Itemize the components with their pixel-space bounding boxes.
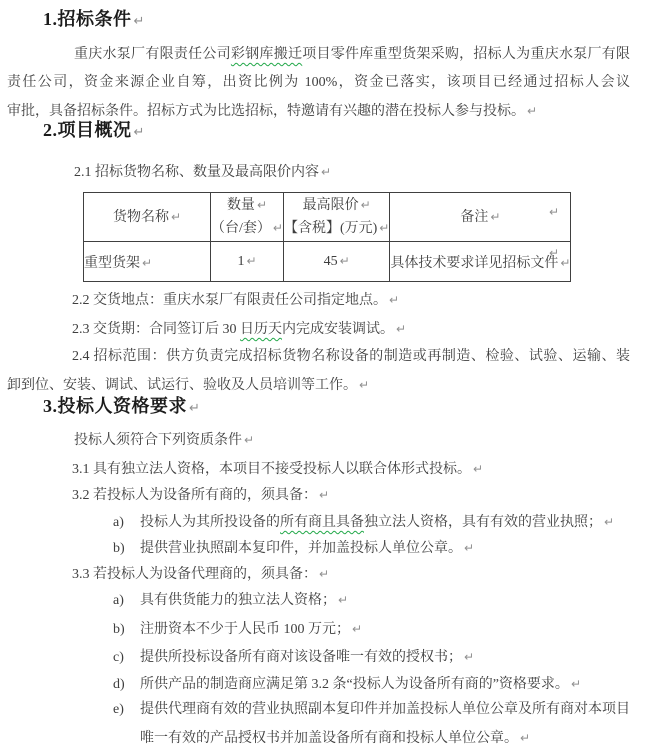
paragraph-1-line-1-text: 重庆水泵厂有限责任公司彩钢库搬迁项目零件库重型货架采购，招标人为重庆水泵厂有限 [74, 47, 631, 62]
qualification-intro-text: 投标人须符合下列资质条件 [74, 433, 242, 448]
list-3-3-item-b-text: 注册资本不少于人民币 100 万元； [140, 622, 350, 637]
cell-remarks [390, 242, 571, 282]
cell-goods-name [84, 242, 211, 282]
header-cell-quantity [211, 193, 284, 242]
pilcrow-mark: ↵ [142, 255, 153, 270]
pilcrow-mark: ↵ [360, 198, 371, 212]
section-3-heading [43, 394, 200, 421]
header-cell-price-limit [283, 193, 389, 242]
goods-table-header-row [84, 193, 571, 242]
pilcrow-mark: ↵ [549, 205, 560, 219]
pilcrow-mark: ↵ [396, 322, 407, 336]
pilcrow-mark: ↵ [256, 198, 267, 212]
section-1-heading [43, 7, 144, 34]
clause-3-3 [72, 560, 329, 589]
pilcrow-mark: ↵ [464, 541, 475, 555]
clause-2-1 [74, 158, 331, 187]
pilcrow-mark: ↵ [389, 293, 400, 307]
list-marker: d) [113, 677, 125, 692]
price-limit-value: 45 [323, 253, 338, 269]
header-remarks-text: 备注 [460, 209, 489, 225]
header-quantity-line1: 数量 [226, 198, 255, 213]
goods-table-data-row [84, 242, 571, 282]
cell-quantity [211, 242, 284, 282]
header-cell-remarks [390, 193, 571, 242]
list-marker: c) [113, 650, 124, 665]
clause-2-3 [72, 315, 406, 344]
clause-3-1 [72, 455, 483, 484]
list-3-3-item-c-text: 提供所投标设备所有商对该设备唯一有效的授权书； [140, 650, 462, 665]
pilcrow-mark: ↵ [246, 253, 257, 268]
header-quantity-line2: （台/套） [211, 221, 271, 236]
goods-table [83, 192, 571, 282]
header-goods-name-text: 货物名称 [112, 209, 169, 225]
section-2-heading [43, 118, 144, 145]
pilcrow-mark: ↵ [473, 462, 484, 476]
goods-name-value: 重型货架 [84, 255, 140, 271]
clause-2-2-text: 2.2 交货地点：重庆水泵厂有限责任公司指定地点。 [72, 293, 387, 308]
pilcrow-mark: ↵ [604, 515, 615, 529]
list-marker: e) [113, 702, 124, 717]
list-3-3-item-a-text: 具有供货能力的独立法人资格； [140, 593, 336, 608]
paragraph-1-line-2 [7, 69, 630, 97]
header-cell-goods-name [84, 193, 211, 242]
pilcrow-mark: ↵ [570, 677, 581, 691]
pilcrow-mark: ↵ [272, 221, 283, 235]
pilcrow-mark: ↵ [319, 488, 330, 502]
list-marker: a) [113, 515, 124, 530]
section-2-heading-text: 2.项目概况 [43, 120, 132, 140]
pilcrow-mark: ↵ [464, 650, 475, 664]
quantity-value: 1 [237, 253, 245, 269]
paragraph-1-line-2-text: 责任公司，资金来源企业自筹，出资比例为 100%，资金已落实，该项目已经通过招标人会议 [7, 75, 630, 90]
pilcrow-mark: ↵ [359, 378, 370, 392]
list-3-3-item-d-text: 所供产品的制造商应满足第 3.2 条“投标人为设备所有商的”资格要求。 [140, 677, 569, 692]
list-marker: b) [113, 541, 125, 556]
list-3-3-item-e-line-1 [113, 696, 630, 724]
pilcrow-mark: ↵ [527, 104, 538, 118]
list-marker: a) [113, 593, 124, 608]
clause-2-1-text: 2.1 招标货物名称、数量及最高限价内容 [74, 165, 319, 180]
pilcrow-mark: ↵ [352, 622, 363, 636]
list-3-3-item-e-line-1-text: 提供代理商有效的营业执照副本复印件并加盖投标人单位公章及所有商对本项目 [140, 702, 630, 717]
clause-3-2-text: 3.2 若投标人为设备所有商的，须具备： [72, 488, 317, 503]
qualification-intro [74, 426, 254, 455]
list-3-2-item-b [113, 534, 474, 563]
paragraph-1-line-3-text: 审批，具备招标条件。招标方式为比选招标，特邀请有兴趣的潜在投标人参与投标。 [7, 104, 525, 119]
pilcrow-mark: ↵ [133, 14, 145, 29]
remarks-value: 具体技术要求详见招标文件 [390, 255, 559, 271]
pilcrow-mark: ↵ [244, 433, 255, 447]
clause-3-2 [72, 481, 329, 510]
section-1-heading-text: 1.招标条件 [43, 9, 132, 29]
pilcrow-mark: ↵ [490, 209, 501, 224]
paragraph-1-line-1 [74, 41, 630, 69]
spellcheck-underlined-text: 日历天 [240, 322, 282, 337]
list-marker: b) [113, 622, 125, 637]
list-3-3-item-e-line-2 [140, 724, 530, 750]
list-3-3-item-e-line-2-text: 唯一有效的产品授权书并加盖设备所有商和投标人单位公章。 [140, 731, 518, 746]
list-3-3-item-d [113, 670, 581, 699]
clause-2-4-line-1-text: 2.4 招标范围：供方负责完成招标货物名称设备的制造或再制造、检验、试验、运输、装 [72, 349, 630, 364]
pilcrow-mark: ↵ [520, 731, 531, 745]
pilcrow-mark: ↵ [379, 221, 390, 235]
pilcrow-mark: ↵ [189, 401, 200, 416]
list-3-3-item-a [113, 586, 348, 615]
clause-2-4-line-2-text: 卸到位、安装、调试、试运行、验收及人员培训等工作。 [7, 378, 357, 393]
pilcrow-mark: ↵ [549, 246, 560, 260]
list-3-3-item-b [113, 615, 362, 644]
clause-2-2 [72, 286, 399, 315]
pilcrow-mark: ↵ [560, 255, 571, 270]
clause-2-4-line-1 [72, 343, 630, 371]
pilcrow-mark: ↵ [170, 209, 182, 224]
list-3-2-item-b-text: 提供营业执照副本复印件，并加盖投标人单位公章。 [140, 541, 462, 556]
pilcrow-mark: ↵ [338, 593, 349, 607]
header-price-line1: 最高限价 [302, 198, 359, 213]
pilcrow-mark: ↵ [133, 125, 145, 140]
clause-3-1-text: 3.1 具有独立法人资格，本项目不接受投标人以联合体形式投标。 [72, 462, 471, 477]
cell-price-limit [283, 242, 389, 282]
pilcrow-mark: ↵ [319, 567, 330, 581]
list-3-3-item-c [113, 643, 474, 672]
spellcheck-underlined-text: 所有商且具备 [280, 515, 364, 530]
section-3-heading-text: 3.投标人资格要求 [43, 396, 187, 416]
pilcrow-mark: ↵ [321, 165, 332, 179]
header-price-line2: 【含税】(万元) [283, 221, 378, 236]
clause-2-3-text: 2.3 交货期：合同签订后 30 日历天内完成安装调试。 [72, 322, 394, 337]
list-3-2-item-a [113, 508, 614, 537]
clause-3-3-text: 3.3 若投标人为设备代理商的，须具备： [72, 567, 317, 582]
list-3-2-item-a-text: 投标人为其所投设备的所有商且具备独立法人资格，具有有效的营业执照； [140, 515, 602, 530]
spellcheck-underlined-text: 彩钢库搬迁 [230, 47, 303, 62]
pilcrow-mark: ↵ [339, 253, 350, 268]
